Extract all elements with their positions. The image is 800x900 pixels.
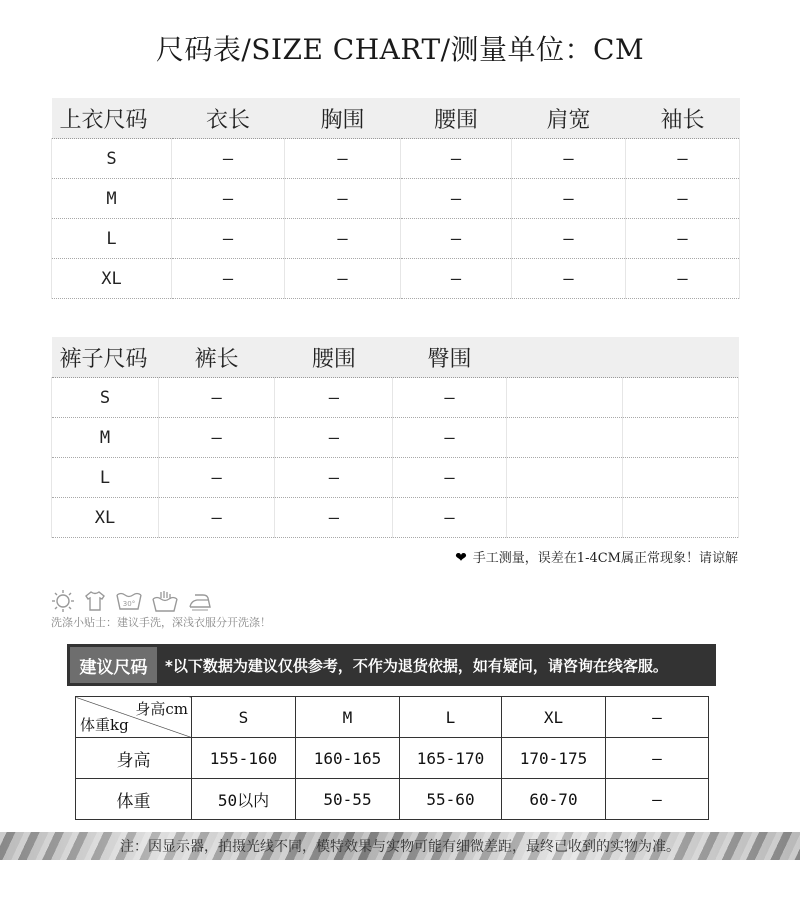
table-cell <box>506 378 622 418</box>
measurement-note <box>455 547 738 566</box>
table-row <box>52 219 740 259</box>
wash-30-icon <box>115 589 143 613</box>
table-cell: – <box>172 179 285 219</box>
svg-text:30°: 30° <box>122 600 136 608</box>
table-cell: – <box>172 139 285 179</box>
table-cell: – <box>275 378 393 418</box>
heart-icon: ❤ <box>455 550 467 566</box>
table-cell: 50以内 <box>192 779 296 820</box>
pants-header-size: 裤子尺码 <box>52 337 159 378</box>
wash-tip: 洗涤小贴士：建议手洗，深浅衣服分开洗涤！ <box>51 616 271 629</box>
tops-header-sleeve: 袖长 <box>626 98 740 139</box>
table-cell: – <box>393 378 506 418</box>
table-cell: – <box>512 139 626 179</box>
table-cell: – <box>512 179 626 219</box>
table-cell: – <box>401 219 512 259</box>
table-cell: – <box>159 498 275 538</box>
table-cell: – <box>159 418 275 458</box>
pants-header-length: 裤长 <box>159 337 275 378</box>
row-label-weight: 体重 <box>76 779 192 820</box>
row-label-height: 身高 <box>76 738 192 779</box>
table-cell: 165-170 <box>400 738 502 779</box>
table-cell <box>622 418 738 458</box>
recommend-disclaimer: *以下数据为建议仅供参考，不作为退货依据，如有疑问，请咨询在线客服。 <box>165 656 668 675</box>
table-row <box>52 458 739 498</box>
size-cell: L <box>52 219 172 259</box>
footer-banner <box>0 832 800 860</box>
table-cell: – <box>606 779 709 820</box>
table-row <box>52 139 740 179</box>
pants-header-empty <box>622 337 738 378</box>
recommend-size-table <box>75 696 709 820</box>
table-cell: – <box>626 259 740 299</box>
table-cell: – <box>159 458 275 498</box>
recommend-header-row <box>76 697 709 738</box>
size-header: XL <box>502 697 606 738</box>
recommend-label: 建议尺码 <box>70 647 157 683</box>
tops-header-size: 上衣尺码 <box>52 98 172 139</box>
table-row <box>76 738 709 779</box>
table-cell: – <box>285 139 401 179</box>
table-row <box>52 259 740 299</box>
table-row <box>76 779 709 820</box>
table-cell <box>622 378 738 418</box>
table-cell: 50-55 <box>296 779 400 820</box>
table-cell: – <box>512 259 626 299</box>
tops-header-row <box>52 98 740 139</box>
size-header: S <box>192 697 296 738</box>
wash-care-icons <box>51 589 213 613</box>
size-cell: XL <box>52 259 172 299</box>
tops-header-waist: 腰围 <box>401 98 512 139</box>
table-cell <box>506 498 622 538</box>
pants-header-waist: 腰围 <box>275 337 393 378</box>
table-cell: – <box>172 259 285 299</box>
page-title: 尺码表/SIZE CHART/测量单位：CM <box>155 33 645 66</box>
table-row <box>52 179 740 219</box>
recommend-banner <box>67 644 716 686</box>
size-header: M <box>296 697 400 738</box>
table-cell: – <box>285 179 401 219</box>
size-cell: M <box>52 179 172 219</box>
table-row <box>52 498 739 538</box>
table-cell: – <box>626 179 740 219</box>
pants-size-table <box>51 337 739 538</box>
table-cell <box>622 498 738 538</box>
table-cell: – <box>401 139 512 179</box>
table-cell: 60-70 <box>502 779 606 820</box>
height-axis-label: 身高cm <box>135 700 188 718</box>
table-row <box>52 378 739 418</box>
table-cell: – <box>393 418 506 458</box>
table-cell: – <box>401 179 512 219</box>
table-cell: 155-160 <box>192 738 296 779</box>
table-cell: – <box>401 259 512 299</box>
size-cell: S <box>52 378 159 418</box>
table-cell: – <box>285 259 401 299</box>
table-cell: – <box>275 458 393 498</box>
size-cell: XL <box>52 498 159 538</box>
diagonal-header-cell <box>76 697 192 738</box>
weight-axis-label: 体重kg <box>80 716 129 734</box>
table-cell: – <box>275 418 393 458</box>
sun-dry-icon <box>51 589 75 613</box>
pants-header-hip: 臀围 <box>393 337 506 378</box>
table-cell: – <box>285 219 401 259</box>
table-cell: – <box>393 498 506 538</box>
table-cell: 160-165 <box>296 738 400 779</box>
size-cell: M <box>52 418 159 458</box>
size-header: L <box>400 697 502 738</box>
table-cell: 55-60 <box>400 779 502 820</box>
tops-header-chest: 胸围 <box>285 98 401 139</box>
pants-header-empty <box>506 337 622 378</box>
iron-icon <box>187 589 213 613</box>
table-cell: – <box>275 498 393 538</box>
table-cell: 170-175 <box>502 738 606 779</box>
table-cell: – <box>512 219 626 259</box>
table-row <box>52 418 739 458</box>
table-cell: – <box>626 139 740 179</box>
pants-header-row <box>52 337 739 378</box>
measurement-note-text: 手工测量，误差在1-4CM属正常现象！请谅解 <box>472 551 738 566</box>
table-cell <box>506 458 622 498</box>
hand-wash-icon <box>151 589 179 613</box>
table-cell <box>622 458 738 498</box>
table-cell: – <box>626 219 740 259</box>
tops-header-shoulder: 肩宽 <box>512 98 626 139</box>
table-cell <box>506 418 622 458</box>
table-cell: – <box>159 378 275 418</box>
tops-size-table <box>51 98 740 299</box>
size-header: – <box>606 697 709 738</box>
size-cell: L <box>52 458 159 498</box>
footer-disclaimer: 注：因显示器，拍摄光线不同，模特效果与实物可能有细微差距，最终已收到的实物为准。 <box>120 839 680 855</box>
table-cell: – <box>393 458 506 498</box>
table-cell: – <box>172 219 285 259</box>
tops-header-length: 衣长 <box>172 98 285 139</box>
shirt-icon <box>83 589 107 613</box>
size-cell: S <box>52 139 172 179</box>
table-cell: – <box>606 738 709 779</box>
